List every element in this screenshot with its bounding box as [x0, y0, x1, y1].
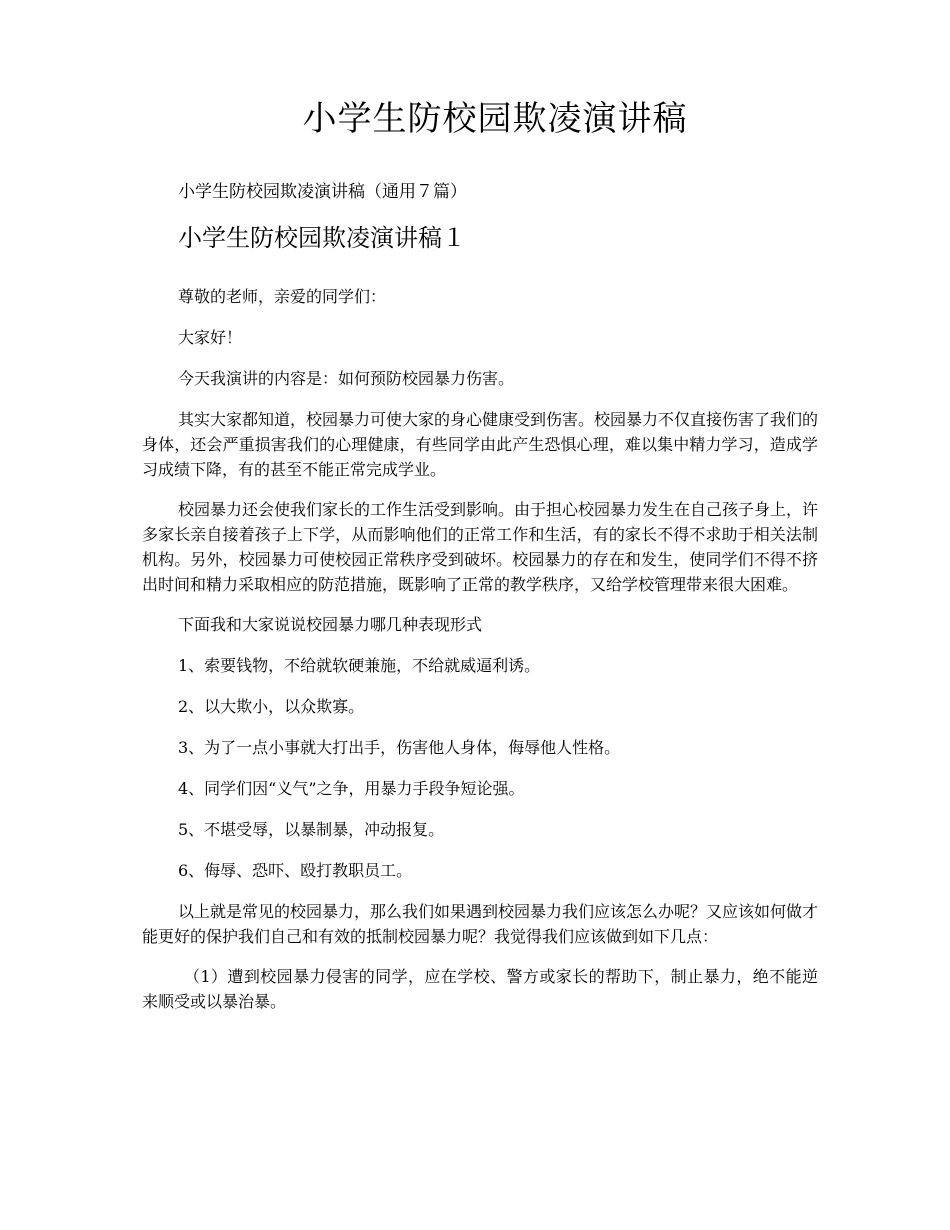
paragraph-topic: 今天我演讲的内容是：如何预防校园暴力伤害。 — [178, 369, 515, 388]
list-item-4: 4、同学们因“义气”之争，用暴力手段争短论强。 — [178, 779, 525, 798]
list-item-3: 3、为了一点小事就大打出手，伤害他人身体，侮辱他人性格。 — [178, 738, 621, 757]
paragraph-point-1: （1）遭到校园暴力侵害的同学，应在学校、警方或家长的帮助下，制止暴力，绝不能逆来顺受或以暴治暴。 — [142, 967, 818, 1011]
paragraph-hello: 大家好！ — [178, 328, 243, 347]
list-item-6: 6、侮辱、恐吓、殴打教职员工。 — [178, 861, 413, 880]
document-title: 小学生防校园欺凌演讲稿 — [302, 99, 688, 139]
paragraph-forms-intro: 下面我和大家说说校园暴力哪几种表现形式 — [178, 615, 483, 634]
list-item-2: 2、以大欺小，以众欺寡。 — [178, 697, 365, 716]
paragraph-harm: 其实大家都知道，校园暴力可使大家的身心健康受到伤害。校园暴力不仅直接伤害了我们的身体，还会严重损害我们的心理健康，有些同学由此产生恐惧心理，难以集中精力学习，造成学习成绩下降，有的甚至不能正常完成学业。 — [142, 410, 819, 479]
paragraph-impact: 校园暴力还会使我们家长的工作生活受到影响。由于担心校园暴力发生在自己孩子身上，许多家长亲自接着孩子上下学，从而影响他们的正常工作和生活，有的家长不得不求助于相关法制机构。另外，校园暴力可使校园正常秩序受到破坏。校园暴力的存在和发生，使同学们不得不挤出时间和精力采取相应的防范措施，既影响了正常的教学秩序，又给学校管理带来很大困难。 — [142, 500, 819, 594]
paragraph-greeting: 尊敬的老师，亲爱的同学们： — [178, 287, 387, 306]
list-item-5: 5、不堪受辱，以暴制暴，冲动报复。 — [178, 820, 445, 839]
paragraph-response: 以上就是常见的校园暴力，那么我们如果遇到校园暴力我们应该怎么办呢？又应该如何做才能更好的保护我们自己和有效的抵制校园暴力呢？我觉得我们应该做到如下几点： — [142, 902, 819, 946]
section-heading: 小学生防校园欺凌演讲稿１ — [178, 224, 466, 252]
document-body — [142, 178, 818, 1029]
list-item-1: 1、索要钱物，不给就软硬兼施，不给就威逼利诱。 — [178, 656, 541, 675]
document-subtitle: 小学生防校园欺凌演讲稿（通用７篇） — [178, 182, 467, 202]
